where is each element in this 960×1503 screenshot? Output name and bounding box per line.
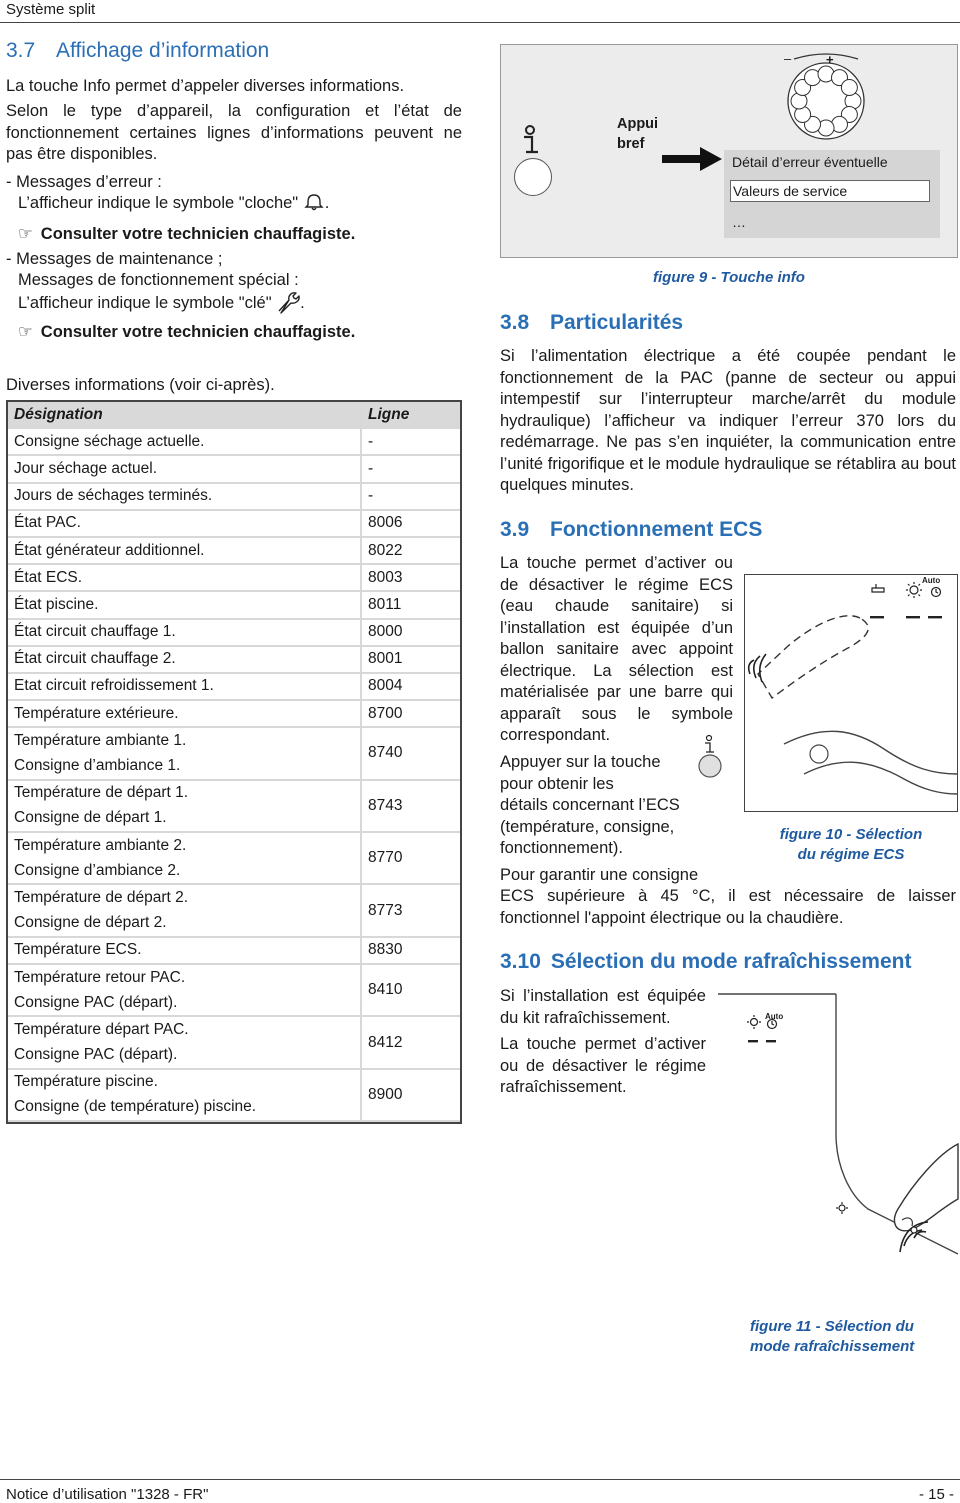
- maintenance-line: - Messages de maintenance ;: [6, 250, 223, 268]
- short-press-label: Appui bref: [617, 116, 659, 152]
- table-row: [8, 727, 460, 753]
- table-header-row: [8, 402, 460, 428]
- line-cell: 8011: [361, 591, 460, 618]
- ecs-text-1: La touche permet d’activer ou de désactiver le régime ECS (eau chaude sanitaire) si l’installation est équipée d’un ballon sanitaire avec appoint électrique. La sélection est matérialisée par une barre qui apparaît sous le symbole correspondant.: [500, 554, 733, 744]
- line-cell: 8000: [361, 619, 460, 646]
- knob-plus-label: +: [826, 52, 834, 67]
- designation-cell: Température de départ 2.: [14, 888, 189, 906]
- auto-label-fig11: Auto: [765, 1012, 784, 1021]
- designation-cell: Température retour PAC.: [14, 968, 186, 986]
- pointing-hand-icon: ☞: [18, 225, 33, 243]
- table-row: [8, 673, 460, 700]
- display-screen: [724, 150, 940, 238]
- cooling-text-2: La touche permet d’activer ou de désactiver le régime rafraîchissement.: [500, 1035, 706, 1096]
- designation-cell: Température ECS.: [8, 937, 361, 964]
- line-cell: -: [361, 455, 460, 482]
- table-row: [8, 510, 460, 537]
- bell-icon: [303, 193, 325, 211]
- table-row: [8, 884, 460, 910]
- screen-line-service-values: Valeurs de service: [730, 180, 930, 202]
- ecs-text-3-first: Pour garantir une consigne: [500, 866, 699, 884]
- designation-cell: Consigne de départ 1.: [8, 806, 361, 832]
- section-number: 3.10: [500, 950, 541, 973]
- section-heading-3-8: [500, 311, 683, 335]
- consult-technician-2: [18, 322, 355, 344]
- section-number: 3.9: [500, 518, 530, 541]
- designation-cell: Température piscine.: [14, 1073, 158, 1091]
- line-cell: -: [361, 428, 460, 455]
- designation-cell: État piscine.: [8, 591, 361, 618]
- header-rule: [0, 22, 960, 23]
- figure-11-drawing: [718, 994, 958, 1304]
- section-number: 3.8: [500, 311, 530, 334]
- column-header-designation: Désignation: [8, 402, 361, 428]
- info-table-frame: [6, 400, 462, 1124]
- section-heading-3-10: [500, 950, 911, 974]
- table-row: [8, 964, 460, 990]
- line-cell: 8743: [361, 780, 460, 832]
- pointing-hand-icon: ☞: [18, 323, 33, 341]
- section-title: Particularités: [550, 311, 684, 334]
- ecs-text-3: ECS supérieure à 45 °C, il est nécessaire de laisser fonctionnel l'appoint électrique ou la chaudière.: [500, 887, 956, 927]
- footer-document: Notice d’utilisation "1328 - FR": [6, 1486, 209, 1503]
- screen-line-more: …: [732, 214, 746, 230]
- table-row: [8, 455, 460, 482]
- designation-cell: Consigne séchage actuelle.: [8, 428, 361, 455]
- designation-cell: État PAC.: [8, 510, 361, 537]
- info-intro-2: Selon le type d’appareil, la configuration et l’état de fonctionnement certaines lignes d’informations peuvent ne pas être disponibles.: [6, 102, 462, 163]
- designation-cell: État circuit chauffage 1.: [8, 619, 361, 646]
- error-period: .: [324, 194, 330, 212]
- maintenance-display-line: [18, 291, 305, 315]
- table-row: [8, 780, 460, 806]
- table-row: [8, 483, 460, 510]
- column-header-line: Ligne: [361, 402, 460, 428]
- auto-label-fig10: Auto: [922, 576, 941, 585]
- arrow-right-icon: [662, 147, 722, 176]
- running-header: Système split: [6, 1, 96, 18]
- table-row: [8, 937, 460, 964]
- line-cell: 8740: [361, 727, 460, 779]
- section-number: 3.7: [6, 39, 36, 62]
- info-table: [8, 402, 460, 1122]
- cooling-text-1: Si l’installation est équipée du kit rafraîchissement.: [500, 987, 706, 1027]
- section-heading-3-9: [500, 518, 762, 542]
- designation-cell: Etat circuit refroidissement 1.: [8, 673, 361, 700]
- section-title: Fonctionnement ECS: [550, 518, 763, 541]
- table-row: [8, 619, 460, 646]
- ecs-text-2-line: pour obtenir les: [500, 774, 614, 793]
- table-row: [8, 591, 460, 618]
- error-display-text: L’afficheur indique le symbole "cloche": [18, 194, 299, 212]
- designation-cell: Consigne (de température) piscine.: [8, 1095, 361, 1121]
- particularities-text: Si l’alimentation électrique a été coupée pendant le fonctionnement de la PAC (panne de secteur ou appui intempestif sur l’interrupteur marche/arrêt du module hydraulique) l’afficheur va indiquer l’erreur 370 lors du redémarrage. Ne pas s’en inquiéter, la communication entre l’unité frigorifique et le module hydraulique se rétablira au bout quelques minutes.: [500, 347, 956, 494]
- ecs-text-2-line: (température, consigne,: [500, 817, 675, 836]
- line-cell: 8830: [361, 937, 460, 964]
- table-row: [8, 564, 460, 591]
- knob-minus-label: –: [784, 51, 792, 66]
- designation-cell: État ECS.: [8, 564, 361, 591]
- designation-cell: Jours de séchages terminés.: [8, 483, 361, 510]
- line-cell: 8410: [361, 964, 460, 1016]
- rotary-knob[interactable]: [774, 55, 878, 146]
- maintenance-period: .: [300, 294, 305, 312]
- designation-cell: Température extérieure.: [8, 700, 361, 727]
- consult-text: Consulter votre technicien chauffagiste.: [40, 323, 356, 341]
- info-intro-1: La touche Info permet d’appeler diverses informations.: [6, 77, 405, 95]
- line-cell: 8770: [361, 832, 460, 884]
- line-cell: 8006: [361, 510, 460, 537]
- section-title: Affichage d’information: [56, 39, 270, 62]
- designation-cell: Consigne PAC (départ).: [8, 990, 361, 1016]
- table-row: [8, 1069, 460, 1095]
- wrench-icon: [276, 291, 300, 313]
- consult-text: Consulter votre technicien chauffagiste.: [40, 225, 356, 243]
- designation-cell: État circuit chauffage 2.: [8, 646, 361, 673]
- info-letter-icon: [512, 122, 548, 163]
- footer-rule: [0, 1479, 960, 1480]
- ecs-text-2-line: détails concernant l’ECS: [500, 796, 680, 814]
- maintenance-display-text: L’afficheur indique le symbole "clé": [18, 294, 272, 312]
- screen-line-error-detail: Détail d’erreur éventuelle: [732, 154, 888, 170]
- designation-cell: État générateur additionnel.: [8, 537, 361, 564]
- table-row: [8, 1016, 460, 1042]
- designation-cell: Consigne de départ 2.: [8, 911, 361, 937]
- footer-page-number: - 15 -: [918, 1486, 954, 1503]
- table-row: [8, 537, 460, 564]
- line-cell: 8003: [361, 564, 460, 591]
- info-key-icon: [697, 734, 725, 785]
- ecs-text-2-line: Appuyer sur la touche: [500, 753, 661, 771]
- error-messages-line: - Messages d’erreur :: [6, 173, 162, 191]
- line-cell: 8412: [361, 1016, 460, 1068]
- ecs-text-2-line: fonctionnement).: [500, 839, 623, 857]
- table-row: [8, 832, 460, 858]
- table-row: [8, 428, 460, 455]
- designation-cell: Température de départ 1.: [14, 784, 189, 802]
- designation-cell: Température ambiante 1.: [14, 731, 187, 749]
- line-cell: 8900: [361, 1069, 460, 1121]
- designation-cell: Consigne d’ambiance 1.: [8, 753, 361, 779]
- figure-9-caption: figure 9 - Touche info: [653, 269, 805, 286]
- various-info-line: Diverses informations (voir ci-après).: [6, 376, 275, 394]
- line-cell: 8773: [361, 884, 460, 936]
- designation-cell: Température départ PAC.: [14, 1020, 189, 1038]
- info-button[interactable]: [514, 158, 552, 196]
- line-cell: 8001: [361, 646, 460, 673]
- line-cell: -: [361, 483, 460, 510]
- designation-cell: Température ambiante 2.: [14, 836, 187, 854]
- special-operation-line: Messages de fonctionnement spécial :: [18, 271, 299, 289]
- section-title: Sélection du mode rafraîchissement: [550, 950, 912, 973]
- section-heading-3-7: [6, 39, 269, 63]
- line-cell: 8004: [361, 673, 460, 700]
- table-row: [8, 646, 460, 673]
- figure-11-caption: figure 11 - Sélection du mode rafraîchissement: [750, 1318, 915, 1355]
- designation-cell: Consigne PAC (départ).: [8, 1043, 361, 1069]
- consult-technician-1: [18, 224, 355, 246]
- line-cell: 8022: [361, 537, 460, 564]
- line-cell: 8700: [361, 700, 460, 727]
- table-row: [8, 700, 460, 727]
- designation-cell: Jour séchage actuel.: [8, 455, 361, 482]
- figure-10-caption: figure 10 - Sélection du régime ECS: [779, 826, 923, 863]
- error-display-line: [18, 193, 329, 215]
- knob-grip: [841, 80, 857, 96]
- figure-10-drawing: [744, 574, 958, 817]
- designation-cell: Consigne d’ambiance 2.: [8, 858, 361, 884]
